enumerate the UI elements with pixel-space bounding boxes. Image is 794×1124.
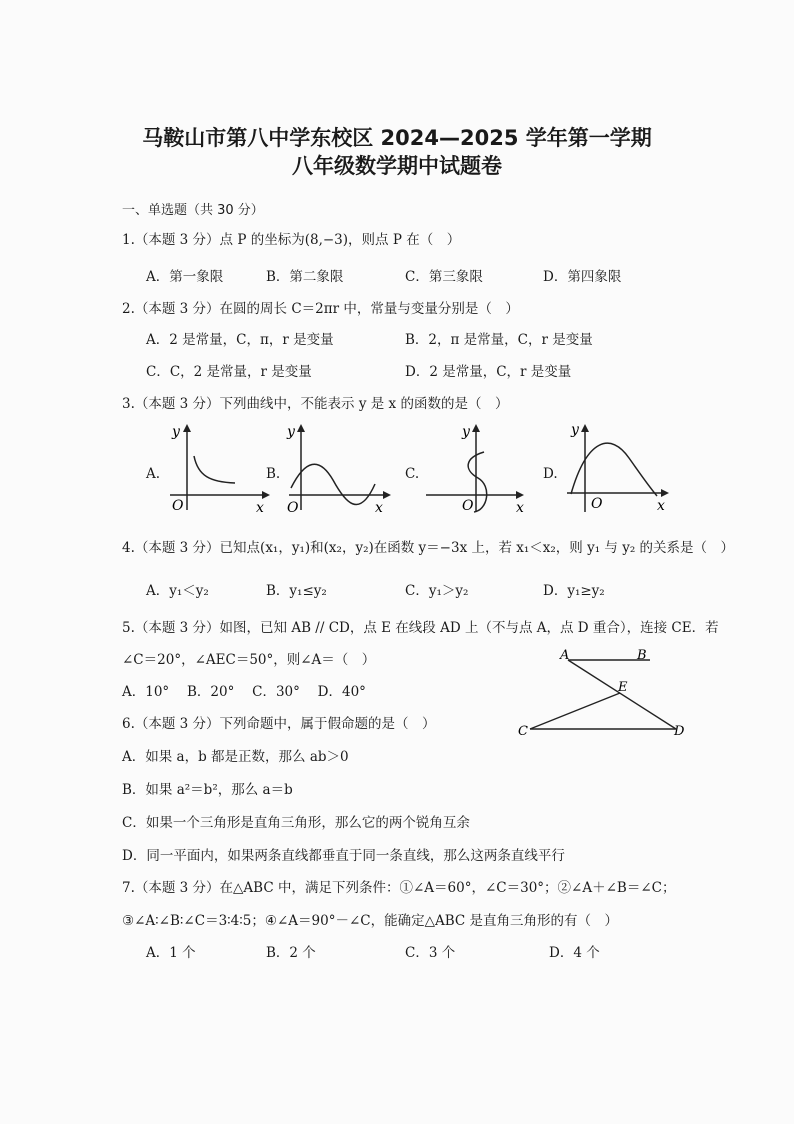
origin-label: O (462, 498, 474, 514)
origin-label: O (287, 500, 299, 515)
question-2-option-b: B．2，π 是常量，C，r 是变量 (405, 332, 593, 348)
axis-y-label: y (172, 424, 180, 440)
section-title: 一、单选题（共 30 分） (122, 203, 264, 218)
axis-y-label: y (571, 422, 579, 438)
question-5-stem-line1: 5.（本题 3 分）如图，已知 AB // CD，点 E 在线段 AD 上（不与点 A，点 D 重合），连接 CE．若 (122, 620, 719, 636)
axis-y-label: y (462, 424, 470, 440)
x-axis-arrow-icon (383, 491, 391, 499)
y-axis-arrow-icon (472, 424, 480, 432)
origin-label: O (172, 498, 184, 514)
question-3-option-a-label: A. (146, 466, 161, 482)
exam-title-line2: 八年级数学期中试题卷 (292, 154, 502, 178)
point-d-label: D (674, 724, 685, 739)
question-4-option-d: D．y₁≥y₂ (543, 583, 605, 599)
x-axis-arrow-icon (661, 489, 669, 497)
question-6-option-c: C．如果一个三角形是直角三角形，那么它的两个锐角互余 (122, 815, 470, 831)
question-7-option-b: B．2 个 (266, 945, 316, 961)
question-7-option-d: D．4 个 (549, 945, 600, 961)
question-7-option-c: C．3 个 (405, 945, 456, 961)
question-2-option-d: D．2 是常量，C，r 是变量 (405, 364, 572, 380)
question-5-options: A．10° B．20° C．30° D．40° (122, 684, 366, 700)
question-2-stem: 2.（本题 3 分）在圆的周长 C＝2πr 中，常量与变量分别是（ ） (122, 301, 519, 317)
question-3-option-d-label: D. (543, 466, 558, 482)
question-5-stem-line2: ∠C＝20°，∠AEC＝50°，则∠A＝（ ） (122, 652, 376, 668)
question-4-option-c: C．y₁＞y₂ (405, 583, 469, 599)
question-7-stem-line1: 7.（本题 3 分）在△ABC 中，满足下列条件：①∠A＝60°，∠C＝30°；②∠A＋∠B＝∠C； (122, 880, 676, 896)
axis-x-label: x (516, 500, 524, 515)
question-3-graph-d (563, 420, 673, 515)
point-e-label: E (618, 680, 628, 695)
question-1-option-c: C．第三象限 (405, 269, 483, 285)
y-axis-arrow-icon (183, 424, 191, 432)
axis-x-label: x (256, 500, 264, 515)
question-4-option-b: B．y₁≤y₂ (266, 583, 327, 599)
question-3-graph-a (160, 420, 270, 515)
origin-label: O (591, 496, 603, 512)
question-4-stem: 4.（本题 3 分）已知点(x₁，y₁)和(x₂，y₂)在函数 y＝−3x 上，若 x₁＜x₂，则 y₁ 与 y₂ 的关系是（ ） (122, 540, 735, 556)
point-a-label: A (560, 648, 570, 663)
segment-ce (530, 693, 620, 729)
question-1-stem: 1.（本题 3 分）点 P 的坐标为(8,−3)，则点 P 在（ ） (122, 232, 461, 248)
axis-y-label: y (287, 424, 295, 440)
x-axis-arrow-icon (262, 491, 270, 499)
question-4-option-a: A．y₁＜y₂ (146, 583, 209, 599)
question-3-option-c-label: C. (405, 466, 420, 482)
question-3-option-b-label: B. (266, 466, 281, 482)
question-2-option-a: A．2 是常量，C，π，r 是变量 (146, 332, 334, 348)
question-7-stem-line2: ③∠A∶∠B∶∠C＝3∶4∶5；④∠A＝90°－∠C，能确定△ABC 是直角三角形的有（ ） (122, 913, 619, 929)
question-1-option-d: D．第四象限 (543, 269, 622, 285)
y-axis-arrow-icon (581, 424, 589, 432)
question-3-stem: 3.（本题 3 分）下列曲线中，不能表示 y 是 x 的函数的是（ ） (122, 396, 509, 412)
question-1-option-a: A．第一象限 (146, 269, 224, 285)
question-3-graph-c (424, 420, 534, 515)
point-c-label: C (518, 724, 528, 739)
question-6-option-b: B．如果 a²＝b²，那么 a＝b (122, 782, 293, 798)
question-6-option-a: A．如果 a，b 都是正数，那么 ab＞0 (122, 749, 349, 765)
axis-x-label: x (657, 498, 665, 514)
curve (194, 456, 235, 483)
x-axis-arrow-icon (516, 491, 524, 499)
exam-title-line1: 马鞍山市第八中学东校区 2024—2025 学年第一学期 (142, 126, 652, 150)
question-7-option-a: A．1 个 (146, 945, 196, 961)
question-3-graph-b (283, 420, 393, 515)
curve (291, 464, 375, 504)
curve (571, 443, 657, 496)
question-6-option-d: D．同一平面内，如果两条直线都垂直于同一条直线，那么这两条直线平行 (122, 848, 565, 864)
question-6-stem: 6.（本题 3 分）下列命题中，属于假命题的是（ ） (122, 716, 436, 732)
question-2-option-c: C．C，2 是常量，r 是变量 (146, 364, 312, 380)
question-5-figure (510, 642, 695, 747)
question-1-option-b: B．第二象限 (266, 269, 344, 285)
y-axis-arrow-icon (297, 424, 305, 432)
axis-x-label: x (375, 500, 383, 515)
point-b-label: B (637, 648, 647, 663)
